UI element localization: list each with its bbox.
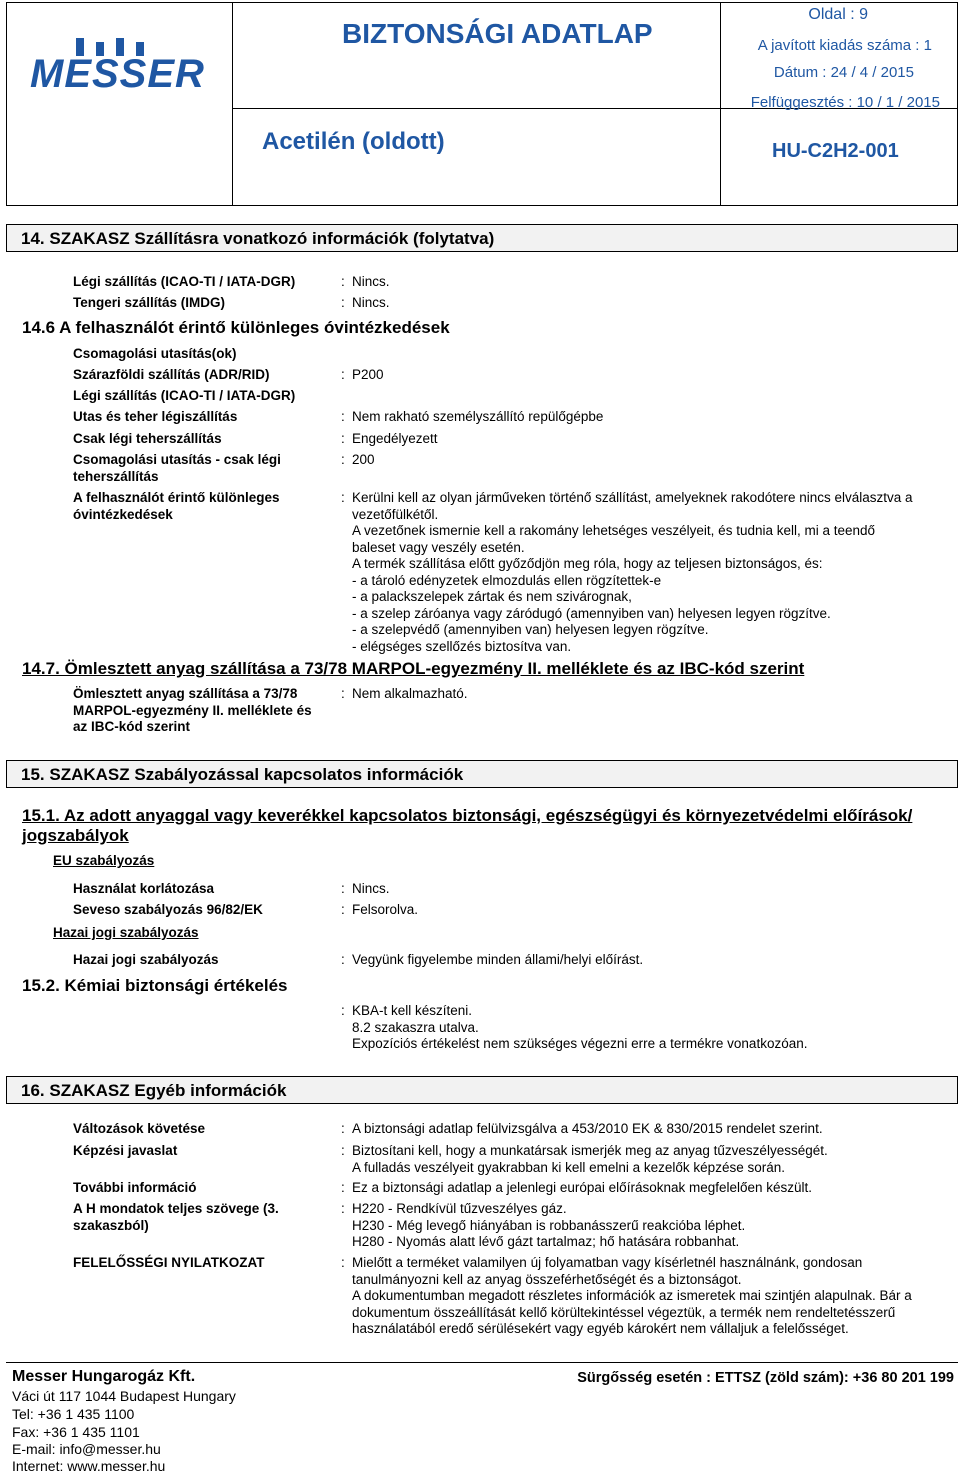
packing-air-label: Csomagolási utasítás - csak légi teherszállítás bbox=[73, 452, 281, 484]
bulk-transport-label: Ömlesztett anyag szállítása a 73/78 MARPOL-egyezmény II. melléklete és az IBC-kód szerint bbox=[73, 686, 312, 734]
air-transport-label-2: Légi szállítás (ICAO-TI / IATA-DGR) bbox=[73, 388, 296, 403]
seveso-label: Seveso szabályozás 96/82/EK bbox=[73, 902, 263, 917]
page-number: Oldal : 9 bbox=[808, 6, 868, 23]
changes-value: : A biztonsági adatlap felülvizsgálva a 453/2010 EK & 830/2015 rendelet szerint. bbox=[341, 1121, 823, 1136]
footer-web: Internet: www.messer.hu bbox=[12, 1458, 166, 1474]
road-transport-value: : P200 bbox=[341, 367, 384, 382]
section-14-6-title: 14.6 A felhasználót érintő különleges óvintézkedések bbox=[22, 318, 450, 337]
special-precautions-label: A felhasználót érintő különleges óvintézkedések bbox=[73, 490, 280, 522]
section-15-banner: 15. SZAKASZ Szabályozással kapcsolatos információk bbox=[6, 760, 958, 788]
supersedes-date: Felfüggesztés : 10 / 1 / 2015 bbox=[750, 94, 940, 111]
h-statements-label: A H mondatok teljes szövege (3. szakaszból) bbox=[73, 1201, 279, 1233]
road-transport-label: Szárazföldi szállítás (ADR/RID) bbox=[73, 367, 270, 382]
cargo-only-value: : Engedélyezett bbox=[341, 431, 438, 446]
header-divider-right bbox=[720, 2, 721, 206]
logo-text: MESSER bbox=[30, 52, 205, 96]
product-name: Acetilén (oldott) bbox=[262, 128, 445, 155]
eu-regulations-heading: EU szabályozás bbox=[53, 853, 155, 868]
national-regulations-label: Hazai jogi szabályozás bbox=[73, 952, 219, 967]
footer-company: Messer Hungarogáz Kft. bbox=[12, 1368, 196, 1385]
footer-fax: Fax: +36 1 435 1101 bbox=[12, 1424, 140, 1440]
passenger-cargo-value: : Nem rakható személyszállító repülőgépbe bbox=[341, 409, 604, 424]
use-restriction-value: : Nincs. bbox=[341, 881, 390, 896]
sea-transport-value: : Nincs. bbox=[341, 295, 390, 310]
changes-label: Változások követése bbox=[73, 1121, 206, 1136]
passenger-cargo-label: Utas és teher légiszállítás bbox=[73, 409, 238, 424]
national-regulations-heading: Hazai jogi szabályozás bbox=[53, 925, 199, 940]
h-statements-value: : H220 - Rendkívül tűzveszélyes gáz. H230 - Még levegő hiányában is robbanásszerű reakcióba léphet. H280 - Nyomás alatt lévő gázt tartalmaz; hő hatására robbanhat. bbox=[341, 1201, 746, 1249]
section-15-1-title: 15.1. Az adott anyaggal vagy keverékkel kapcsolatos biztonsági, egészségügyi és környezetvédelmi előírások/ jogszabályok bbox=[22, 806, 913, 845]
training-value: : Biztosítani kell, hogy a munkatársak ismerjék meg az anyag tűzveszélyességét. A fulladás veszélyeit gyakrabban ki kell emelni a kezelők képzése során. bbox=[341, 1143, 828, 1175]
footer-tel: Tel: +36 1 435 1100 bbox=[12, 1406, 135, 1422]
seveso-value: : Felsorolva. bbox=[341, 902, 419, 917]
footer-email: E-mail: info@messer.hu bbox=[12, 1441, 161, 1457]
document-code: HU-C2H2-001 bbox=[772, 140, 899, 162]
section-14-7-title: 14.7. Ömlesztett anyag szállítása a 73/78 MARPOL-egyezmény II. melléklete és az IBC-kód szerint bbox=[22, 659, 805, 678]
footer-address: Váci út 117 1044 Budapest Hungary bbox=[12, 1388, 236, 1404]
chemical-safety-assessment-value: : KBA-t kell készíteni. 8.2 szakaszra utalva. Expozíciós értékelést nem szükséges végezni erre a termékre vonatkozóan. bbox=[341, 1003, 808, 1051]
section-16-banner: 16. SZAKASZ Egyéb információk bbox=[6, 1076, 958, 1104]
training-label: Képzési javaslat bbox=[73, 1143, 178, 1158]
disclaimer-label: FELELŐSSÉGI NYILATKOZAT bbox=[73, 1255, 265, 1270]
footer-emergency: Sürgősség esetén : ETTSZ (zöld szám): +36 80 201 199 bbox=[577, 1370, 954, 1386]
section-15-2-title: 15.2. Kémiai biztonsági értékelés bbox=[22, 976, 288, 995]
use-restriction-label: Használat korlátozása bbox=[73, 881, 215, 896]
revision-date: Dátum : 24 / 4 / 2015 bbox=[773, 64, 914, 81]
packing-instructions-label: Csomagolási utasítás(ok) bbox=[73, 346, 237, 361]
disclaimer-value: : Mielőtt a terméket valamilyen új folyamatban vagy kísérletnél használnánk, gondosan tanulmányozni kell az anyag összeférhetőségét és a biztonságot. A dokumentumban megadott részletes információk az ismeretek mai szintjén alapulnak. Bár a dokumentum összeállítását kellő körültekintéssel végeztük, a termék nem rendeltetésszerű használatából eredő sérülésekért vagy egyéb károkért nem vállaljuk a felelősséget. bbox=[341, 1255, 912, 1336]
national-regulations-value: : Vegyünk figyelembe minden állami/helyi előírást. bbox=[341, 952, 644, 967]
cargo-only-label: Csak légi teherszállítás bbox=[73, 431, 222, 446]
revision-number: A javított kiadás száma : 1 bbox=[757, 37, 932, 54]
sea-transport-label: Tengeri szállítás (IMDG) bbox=[73, 295, 226, 310]
bulk-transport-value: : Nem alkalmazható. bbox=[341, 686, 468, 701]
document-title: BIZTONSÁGI ADATLAP bbox=[342, 18, 653, 49]
packing-air-value: : 200 bbox=[341, 452, 375, 467]
special-precautions-value: : Kerülni kell az olyan járműveken történő szállítást, amelyeknek rakodótere nincs elválasztva a vezetőfülkétől. A vezetőnek ismernie kell a rakomány lehetséges veszélyeit, és tudnia kell, mi a teendő baleset vagy veszély esetén. A termék szállítása előtt győződjön meg róla, hogy az teljesen biztonságos, és: - a tároló edényzetek elmozdulás ellen rögzítettek-e - a palackszelepek zártak és nem szivárognak, - a szelep záróanya vagy záródugó (amennyiben van) helyesen legyen rögzítve. - a szelepvédő (amennyiben van) helyesen legyen rögzítve. - elégséges szellőzés biztosítva van. bbox=[341, 490, 913, 654]
further-info-label: További információ bbox=[73, 1180, 197, 1195]
section-14-banner: 14. SZAKASZ Szállításra vonatkozó információk (folytatva) bbox=[6, 224, 958, 252]
header-divider-left bbox=[232, 2, 233, 206]
further-info-value: : Ez a biztonsági adatlap a jelenlegi európai előírásoknak megfelelően készült. bbox=[341, 1180, 813, 1195]
footer-rule bbox=[6, 1362, 958, 1363]
air-transport-label: Légi szállítás (ICAO-TI / IATA-DGR) bbox=[73, 274, 296, 289]
air-transport-value: : Nincs. bbox=[341, 274, 390, 289]
